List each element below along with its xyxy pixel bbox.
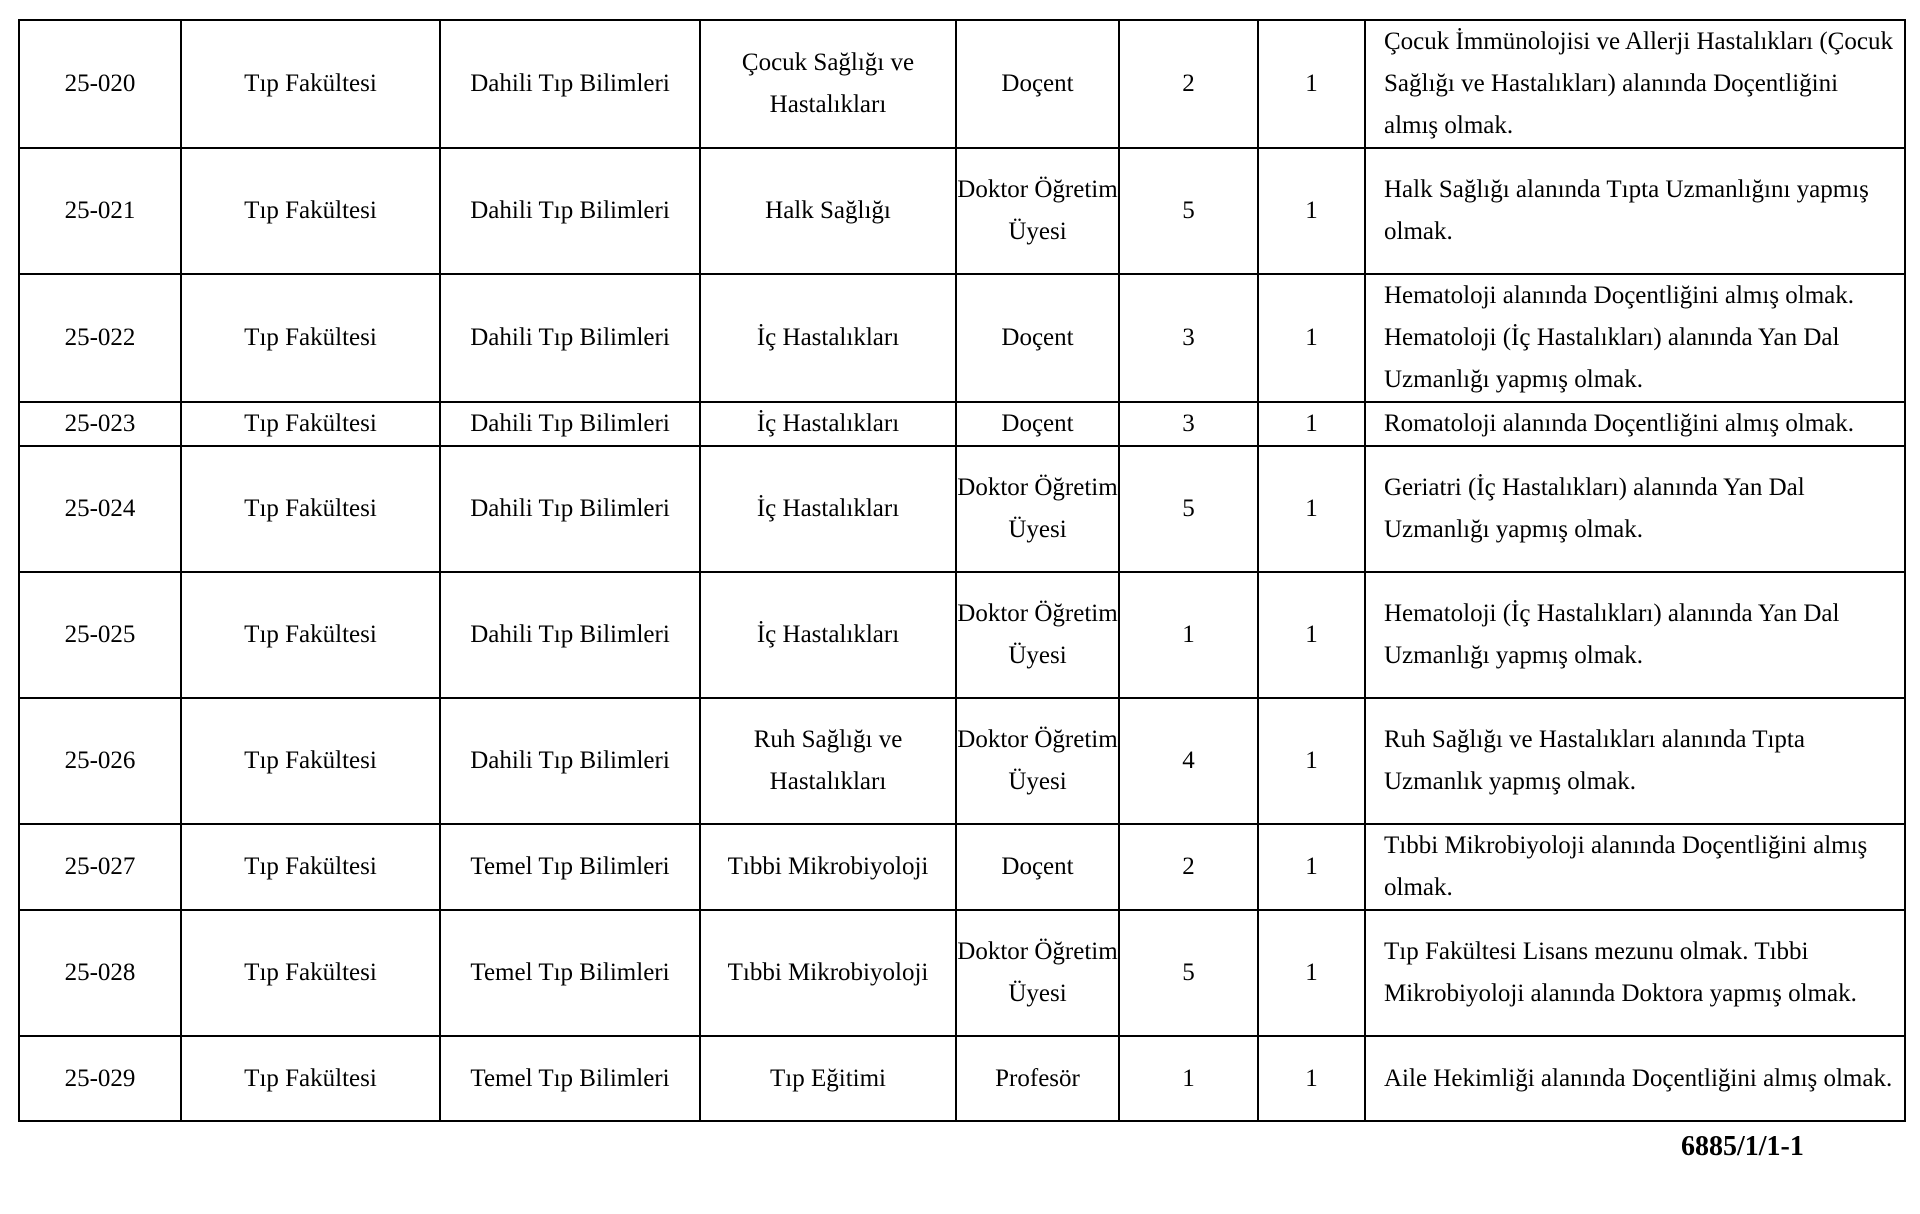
table-row (19, 824, 1905, 910)
division-cell: Dahili Tıp Bilimleri (440, 698, 700, 824)
position-code: 25-024 (19, 446, 181, 572)
title-cell: Doktor Öğretim Üyesi (956, 148, 1119, 274)
table-row (19, 572, 1905, 698)
position-code: 25-027 (19, 824, 181, 910)
degree-cell: 5 (1119, 446, 1258, 572)
title-cell: Doçent (956, 824, 1119, 910)
count-cell: 1 (1258, 20, 1365, 148)
requirement-cell: Ruh Sağlığı ve Hastalıkları alanında Tıpta Uzmanlık yapmış olmak. (1365, 698, 1905, 824)
requirement-cell: Hematoloji (İç Hastalıkları) alanında Yan Dal Uzmanlığı yapmış olmak. (1365, 572, 1905, 698)
degree-cell: 3 (1119, 274, 1258, 402)
degree-cell: 1 (1119, 572, 1258, 698)
position-code: 25-022 (19, 274, 181, 402)
title-cell: Doktor Öğretim Üyesi (956, 572, 1119, 698)
requirement-cell: Çocuk İmmünolojisi ve Allerji Hastalıkları (Çocuk Sağlığı ve Hastalıkları) alanında Doçentliğini almış olmak. (1365, 20, 1905, 148)
division-cell: Dahili Tıp Bilimleri (440, 572, 700, 698)
count-cell: 1 (1258, 1036, 1365, 1121)
degree-cell: 2 (1119, 824, 1258, 910)
requirement-cell: Hematoloji alanında Doçentliğini almış olmak. Hematoloji (İç Hastalıkları) alanında Yan Dal Uzmanlığı yapmış olmak. (1365, 274, 1905, 402)
division-cell: Dahili Tıp Bilimleri (440, 20, 700, 148)
division-cell: Dahili Tıp Bilimleri (440, 274, 700, 402)
faculty-cell: Tıp Fakültesi (181, 824, 440, 910)
count-cell: 1 (1258, 274, 1365, 402)
requirement-cell: Tıbbi Mikrobiyoloji alanında Doçentliğini almış olmak. (1365, 824, 1905, 910)
faculty-cell: Tıp Fakültesi (181, 910, 440, 1036)
count-cell: 1 (1258, 824, 1365, 910)
table-row (19, 274, 1905, 402)
requirement-cell: Tıp Fakültesi Lisans mezunu olmak. Tıbbi Mikrobiyoloji alanında Doktora yapmış olmak. (1365, 910, 1905, 1036)
requirement-cell: Geriatri (İç Hastalıkları) alanında Yan Dal Uzmanlığı yapmış olmak. (1365, 446, 1905, 572)
title-cell: Doktor Öğretim Üyesi (956, 698, 1119, 824)
position-code: 25-020 (19, 20, 181, 148)
position-code: 25-026 (19, 698, 181, 824)
count-cell: 1 (1258, 572, 1365, 698)
degree-cell: 4 (1119, 698, 1258, 824)
position-code: 25-025 (19, 572, 181, 698)
table-row (19, 1036, 1905, 1121)
department-cell: Ruh Sağlığı ve Hastalıkları (700, 698, 956, 824)
faculty-cell: Tıp Fakültesi (181, 274, 440, 402)
faculty-cell: Tıp Fakültesi (181, 402, 440, 446)
division-cell: Dahili Tıp Bilimleri (440, 148, 700, 274)
division-cell: Temel Tıp Bilimleri (440, 910, 700, 1036)
count-cell: 1 (1258, 148, 1365, 274)
department-cell: İç Hastalıkları (700, 572, 956, 698)
title-cell: Doktor Öğretim Üyesi (956, 446, 1119, 572)
degree-cell: 2 (1119, 20, 1258, 148)
department-cell: Tıbbi Mikrobiyoloji (700, 910, 956, 1036)
count-cell: 1 (1258, 698, 1365, 824)
table-row (19, 446, 1905, 572)
positions-table (18, 19, 1906, 1122)
division-cell: Dahili Tıp Bilimleri (440, 446, 700, 572)
degree-cell: 3 (1119, 402, 1258, 446)
position-code: 25-023 (19, 402, 181, 446)
table-row (19, 910, 1905, 1036)
requirement-cell: Romatoloji alanında Doçentliğini almış olmak. (1365, 402, 1905, 446)
faculty-cell: Tıp Fakültesi (181, 446, 440, 572)
degree-cell: 5 (1119, 148, 1258, 274)
table-row (19, 698, 1905, 824)
count-cell: 1 (1258, 402, 1365, 446)
department-cell: Tıbbi Mikrobiyoloji (700, 824, 956, 910)
count-cell: 1 (1258, 446, 1365, 572)
table-row (19, 20, 1905, 148)
position-code: 25-029 (19, 1036, 181, 1121)
table-row (19, 148, 1905, 274)
department-cell: İç Hastalıkları (700, 274, 956, 402)
position-code: 25-028 (19, 910, 181, 1036)
department-cell: Çocuk Sağlığı ve Hastalıkları (700, 20, 956, 148)
page-reference: 6885/1/1-1 (1681, 1131, 1804, 1162)
degree-cell: 5 (1119, 910, 1258, 1036)
department-cell: Halk Sağlığı (700, 148, 956, 274)
table-row (19, 402, 1905, 446)
department-cell: İç Hastalıkları (700, 446, 956, 572)
position-code: 25-021 (19, 148, 181, 274)
title-cell: Doktor Öğretim Üyesi (956, 910, 1119, 1036)
title-cell: Doçent (956, 402, 1119, 446)
division-cell: Dahili Tıp Bilimleri (440, 402, 700, 446)
faculty-cell: Tıp Fakültesi (181, 572, 440, 698)
faculty-cell: Tıp Fakültesi (181, 148, 440, 274)
requirement-cell: Halk Sağlığı alanında Tıpta Uzmanlığını yapmış olmak. (1365, 148, 1905, 274)
department-cell: Tıp Eğitimi (700, 1036, 956, 1121)
division-cell: Temel Tıp Bilimleri (440, 1036, 700, 1121)
title-cell: Doçent (956, 274, 1119, 402)
degree-cell: 1 (1119, 1036, 1258, 1121)
title-cell: Profesör (956, 1036, 1119, 1121)
requirement-cell: Aile Hekimliği alanında Doçentliğini almış olmak. (1365, 1036, 1905, 1121)
title-cell: Doçent (956, 20, 1119, 148)
count-cell: 1 (1258, 910, 1365, 1036)
faculty-cell: Tıp Fakültesi (181, 698, 440, 824)
faculty-cell: Tıp Fakültesi (181, 1036, 440, 1121)
faculty-cell: Tıp Fakültesi (181, 20, 440, 148)
department-cell: İç Hastalıkları (700, 402, 956, 446)
division-cell: Temel Tıp Bilimleri (440, 824, 700, 910)
